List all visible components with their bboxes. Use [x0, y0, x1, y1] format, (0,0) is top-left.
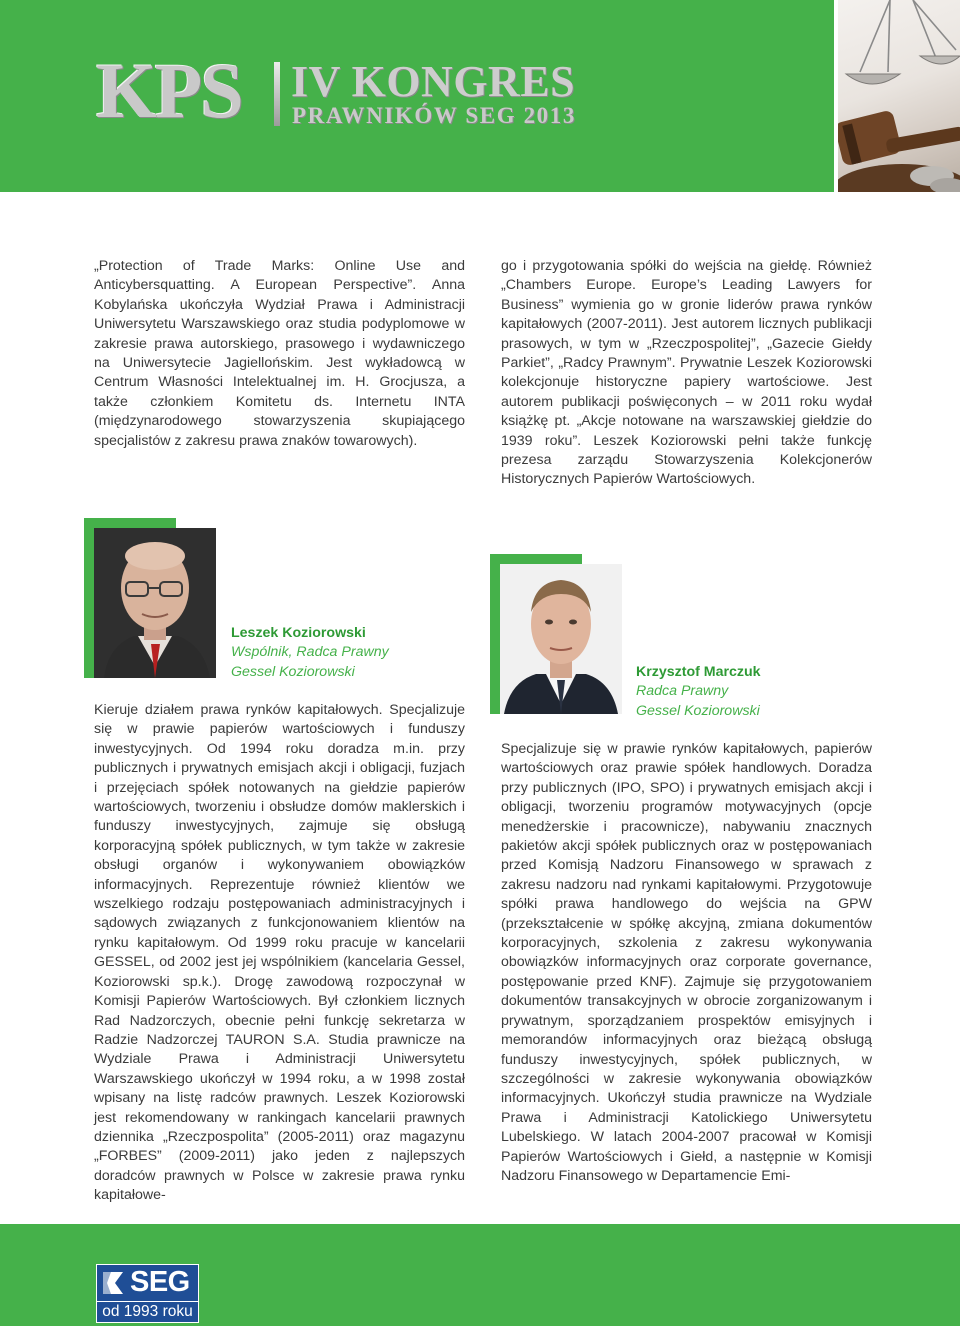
- person-title: Radca Prawny: [636, 683, 729, 700]
- portrait-krzysztof-marczuk: [500, 564, 622, 714]
- scales-of-justice-photo: [838, 0, 960, 192]
- paragraph: Specjalizuje się w prawie rynków kapitałowych, papierów wartościowych oraz prawie spółek handlowych. Doradza przy publicznych (IPO, SPO) i prywatnych emisjach akcji i obligacji, tworzeniu programów motywacyjnych (opcje menedżerskie i pracownicze), nabywaniu znacznych pakietów akcji spółek publicznych oraz w postępowaniach przed Komisją Nadzoru Finansowego w sprawach z zakresu nadzoru nad rynkami kapitałowymi. Przygotowuje spółki prawa handlowego do wejścia na GPW (przekształcenie w spółkę akcyjną, zmiana dokumentów korporacyjnych, szkolenia z zakresu wykonywania obowiązków informacyjnych oraz corporate governance, postępowanie przed KNF). Zajmuje się przygotowaniem dokumentów transakcyjnych w obrocie zorganizowanym i prywatnym, sporządzaniem prospektów emisyjnych i memorandów informacyjnych oraz bieżącą obsługą funduszy inwestycyjnych, spółek publicznych, w szczególności w zakresie wykonywania obowiązków informacyjnych. Ukończył studia prawnicze na Wydziale Prawa i Administracji Katolickiego Uniwersytetu Lubelskiego. W latach 2004-2007 pracował w Komisji Papierów Wartościowych i Giełd, a następnie w Komisji Nadzoru Finansowego w Departamencie Emi-: [501, 741, 872, 1184]
- person-title: Wspólnik, Radca Prawny: [231, 644, 389, 661]
- intro-text-right: [501, 257, 872, 490]
- kps-logo: KPS: [96, 47, 242, 134]
- photo-accent-bar: [490, 554, 500, 714]
- person-krzysztof-marczuk: [636, 663, 761, 721]
- paragraph: go i przygotowania spółki do wejścia na giełdę. Również „Chambers Europe. Europe’s Leading Lawyers for Business” wymienia go w gronie liderów prawa rynków kapitałowych (2007-2011). Jest autorem licznych publikacji prasowych, w tym w „Rzeczpospolitej”, „Gazecie Giełdy Parkiet”, „Radcy Prawnym”. Prywatnie Leszek Koziorowski kolekcjonuje historyczne papiery wartościowe. Jest autorem publikacji poświęconych – w 2011 roku wydał książkę pt. „Akcje notowane na warszawskiej giełdzie do 1939 roku”. Leszek Koziorowski pełni także funkcję prezesa zarządu Stowarzyszenia Kolekcjonerów Historycznych Papierów Wartościowych.: [501, 258, 872, 488]
- seg-since-text: od 1993 roku: [97, 1301, 198, 1322]
- paragraph: Kieruje działem prawa rynków kapitałowych. Specjalizuje się w prawie papierów wartościowych i funduszy inwestycyjnych. Od 1994 roku doradza m.in. przy publicznych i prywatnych emisjach akcji i obligacji, fuzjach i przejęciach spółek notowanych na giełdzie papierów wartościowych, tworzeniu i obsłudze domów maklerskich i funduszy inwestycyjnych, zajmuje się obsługą korporacyjną spółek publicznych, w tym także w zakresie obsługi organów i wykonywaniem obowiązków informacyjnych. Reprezentuje również klientów we wszelkiego rodzaju postępowaniach administracyjnych i sądowych związanych z funkcjonowaniem klientów na rynku kapitałowym. Od 1999 roku pracuje w kancelarii GESSEL, od 2002 jest jej wspólnikiem (kancelaria Gessel, Koziorowski sp.k.). Drogę zawodową rozpoczynał w Komisji Papierów Wartościowych. Był członkiem licznych Rad Nadzorczych, obecnie pełni funkcję sekretarza w Radzie Nadzorczej TAURON S.A. Studia prawnicze na Wydziale Prawa i Administracji Uniwersytetu Warszawskiego ukończył w 1994 roku, a w 1998 został wpisany na listę radców prawnych. Leszek Koziorowski jest rekomendowany w rankingach kancelarii prawnych dziennika „Rzeczpospolita” (2005-2011) oraz magazynu „FORBES” (2009-2011) jako jeden z najlepszych doradców prawnych w Polsce w zakresie prawa rynku kapitałowe-: [94, 702, 465, 1204]
- portrait-leszek-koziorowski: [94, 528, 216, 678]
- photo-accent-bar: [490, 554, 582, 564]
- intro-text-left: [94, 257, 465, 451]
- bio-leszek-koziorowski: [94, 701, 465, 1206]
- header-banner: [0, 0, 834, 192]
- photo-accent-bar: [84, 518, 176, 528]
- person-name: Leszek Koziorowski: [231, 625, 366, 641]
- bio-krzysztof-marczuk: [501, 740, 872, 1186]
- photo-accent-bar: [84, 518, 94, 678]
- seg-chevron-icon: [101, 1268, 127, 1298]
- person-firm: Gessel Koziorowski: [231, 663, 355, 680]
- person-firm: Gessel Koziorowski: [636, 702, 760, 719]
- portrait-image: [500, 564, 622, 714]
- scales-gavel-icon: [838, 0, 960, 192]
- portrait-image: [94, 528, 216, 678]
- seg-logo-text: SEG: [130, 1266, 190, 1298]
- congress-title: IV KONGRES: [291, 57, 576, 106]
- person-name: Krzysztof Marczuk: [636, 664, 761, 680]
- congress-subtitle: PRAWNIKÓW SEG 2013: [292, 103, 576, 128]
- seg-logo: [96, 1264, 199, 1323]
- paragraph: „Protection of Trade Marks: Online Use and Anticybersquatting. A European Perspective”. Anna Kobylańska ukończyła Wydział Prawa i Administracji Uniwersytetu Warszawskiego oraz studia podyplomowe w zakresie prawa autorskiego, prasowego i wydawniczego na Uniwersytecie Jagiellońskim. Jest wykładowcą w Centrum Własności Intelektualnej im. H. Grocjusza, a także członkiem Komitetu ds. Internetu INTA (międzynarodowego stowarzyszenia skupiającego specjalistów z zakresu prawa znaków towarowych).: [94, 258, 465, 449]
- logo-divider: [274, 62, 280, 126]
- person-leszek-koziorowski: [231, 624, 389, 682]
